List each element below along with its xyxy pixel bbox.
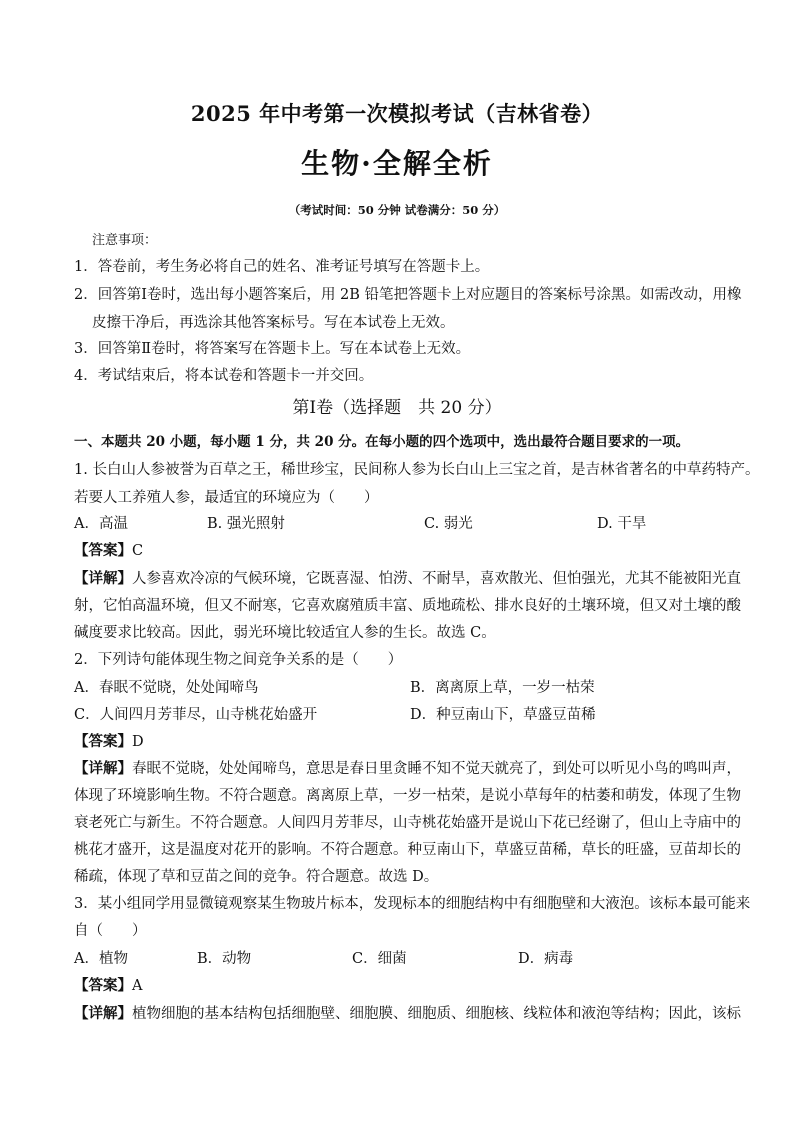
detail-text: 植物细胞的基本结构包括细胞壁、细胞膜、细胞质、细胞核、线粒体和液泡等结构；因此，该标 bbox=[132, 1006, 741, 1022]
q2-stem: 2．下列诗句能体现生物之间竞争关系的是（ ） bbox=[74, 652, 403, 668]
q1-stem-continued: 若要人工养殖人参，最适宜的环境应为（ ） bbox=[74, 490, 379, 506]
detail-tag: 【详解】 bbox=[74, 760, 132, 777]
q3-option-d: D．病毒 bbox=[518, 951, 574, 967]
detail-text: 人参喜欢冷凉的气候环境，它既喜湿、怕涝、不耐旱，喜欢散光、但怕强光，尤其不能被阳光直 bbox=[132, 571, 741, 587]
q2-option-b: B．离离原上草，一岁一枯荣 bbox=[410, 680, 595, 696]
note-item: 4．考试结束后，将本试卷和答题卡一并交回。 bbox=[74, 368, 374, 384]
q3-option-b: B．动物 bbox=[197, 951, 252, 967]
q2-detail-continued: 稀疏，体现了草和豆苗之间的竞争。符合题意。故选 D。 bbox=[74, 869, 439, 885]
q1-option-d: D. 干旱 bbox=[597, 516, 647, 532]
q1-option-a: A．高温 bbox=[74, 516, 128, 532]
q2-detail bbox=[74, 757, 741, 778]
q2-option-a: A．春眠不觉晓，处处闻啼鸟 bbox=[74, 680, 259, 696]
q1-answer bbox=[74, 539, 143, 560]
page-title: 2025 年中考第一次模拟考试（吉林省卷） bbox=[190, 101, 604, 126]
notes-heading: 注意事项： bbox=[92, 233, 158, 248]
answer-tag: 【答案】 bbox=[74, 542, 132, 559]
q2-option-d: D．种豆南山下，草盛豆苗稀 bbox=[410, 707, 596, 723]
detail-tag: 【详解】 bbox=[74, 1005, 132, 1022]
note-item-continued: 皮擦干净后，再选涂其他答案标号。写在本试卷上无效。 bbox=[92, 315, 455, 331]
detail-tag: 【详解】 bbox=[74, 570, 132, 587]
q3-stem-continued: 自（ ） bbox=[74, 923, 147, 939]
q3-stem: 3．某小组同学用显微镜观察某生物玻片标本，发现标本的细胞结构中有细胞壁和大液泡。该标本最可能来 bbox=[74, 896, 751, 912]
exam-info: （考试时间：50 分钟 试卷满分：50 分） bbox=[288, 203, 506, 217]
section-instruction: 一、本题共 20 小题，每小题 1 分，共 20 分。在每小题的四个选项中，选出最符合题目要求的一项。 bbox=[74, 434, 690, 450]
q1-detail bbox=[74, 567, 741, 588]
q2-answer bbox=[74, 730, 144, 751]
answer-value: A bbox=[132, 978, 143, 994]
note-item: 3．回答第Ⅱ卷时，将答案写在答题卡上。写在本试卷上无效。 bbox=[74, 341, 471, 357]
q2-detail-continued: 体现了环境影响生物。不符合题意。离离原上草，一岁一枯荣，是说小草每年的枯萎和萌发，体现了生物 bbox=[74, 788, 741, 804]
answer-tag: 【答案】 bbox=[74, 977, 132, 994]
detail-text: 春眠不觉晓，处处闻啼鸟，意思是春日里贪睡不知不觉天就亮了，到处可以听见小鸟的鸣叫声， bbox=[132, 761, 741, 777]
q2-option-c: C．人间四月芳菲尽，山寺桃花始盛开 bbox=[74, 707, 318, 723]
note-item: 2．回答第Ⅰ卷时，选出每小题答案后，用 2B 铅笔把答题卡上对应题目的答案标号涂黑。如需改动，用橡 bbox=[74, 287, 742, 303]
answer-tag: 【答案】 bbox=[74, 733, 132, 750]
q3-option-c: C．细菌 bbox=[352, 951, 407, 967]
q1-stem: 1. 长白山人参被誉为百草之王，稀世珍宝，民间称人参为长白山上三宝之首，是吉林省著名的中草药特产。 bbox=[74, 462, 760, 478]
q3-answer bbox=[74, 974, 142, 995]
q1-detail-continued: 射，它怕高温环境，但又不耐寒，它喜欢腐殖质丰富、质地疏松、排水良好的土壤环境，但又对土壤的酸 bbox=[74, 598, 741, 614]
section-title: 第Ⅰ卷（选择题 共 20 分） bbox=[292, 398, 502, 418]
q2-detail-continued: 衰老死亡与新生。不符合题意。人间四月芳菲尽，山寺桃花始盛开是说山下花已经谢了，但山上寺庙中的 bbox=[74, 815, 741, 831]
q2-detail-continued: 桃花才盛开，这是温度对花开的影响。不符合题意。种豆南山下，草盛豆苗稀，草长的旺盛，豆苗却长的 bbox=[74, 842, 741, 858]
q1-option-b: B. 强光照射 bbox=[207, 516, 285, 532]
answer-value: D bbox=[132, 734, 144, 750]
page-subtitle: 生物·全解全析 bbox=[301, 147, 493, 180]
note-item: 1．答卷前，考生务必将自己的姓名、准考证号填写在答题卡上。 bbox=[74, 259, 490, 275]
q3-detail bbox=[74, 1002, 741, 1023]
q3-option-a: A．植物 bbox=[74, 951, 128, 967]
answer-value: C bbox=[132, 543, 144, 559]
q1-detail-continued: 碱度要求比较高。因此，弱光环境比较适宜人参的生长。故选 C。 bbox=[74, 625, 496, 641]
q1-option-c: C. 弱光 bbox=[424, 516, 473, 532]
